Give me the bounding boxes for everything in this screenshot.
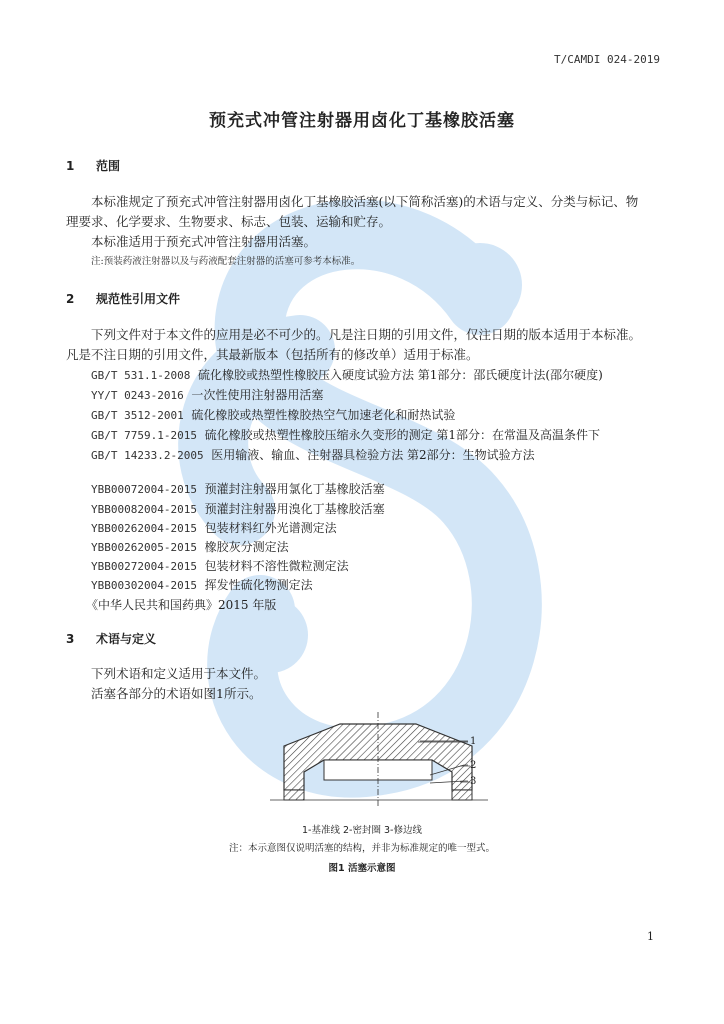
section-3-heading	[66, 630, 156, 647]
reference-item	[91, 406, 455, 423]
reference-item	[91, 557, 349, 574]
paragraph: 本标准适用于预充式冲管注射器用活塞。	[91, 234, 317, 249]
note: 注:预装药液注射器以及与药液配套注射器的活塞可参考本标准。	[91, 256, 361, 267]
figure-label-1: 1	[470, 736, 477, 747]
reference-code: GB/T 3512-2001	[91, 409, 184, 422]
reference-title: 包装材料红外光谱测定法	[204, 521, 337, 535]
paragraph: 本标准规定了预充式冲管注射器用卤化丁基橡胶活塞(以下简称活塞)的术语与定义、分类与标记、物	[91, 194, 639, 209]
paragraph: 活塞各部分的术语如图1所示。	[91, 686, 262, 701]
figure-label-2: 2	[470, 760, 477, 771]
section-number: 1	[66, 159, 75, 173]
document-title: 预充式冲管注射器用卤化丁基橡胶活塞	[209, 111, 515, 131]
reference-code: YY/T 0243-2016	[91, 389, 184, 402]
reference-code: YBB00262005-2015	[91, 541, 197, 554]
reference-code: YBB00072004-2015	[91, 483, 197, 496]
section-2-heading	[66, 290, 180, 307]
section-number: 2	[66, 292, 75, 306]
reference-title: 预灌封注射器用氯化丁基橡胶活塞	[204, 482, 385, 496]
reference-code: YBB00262004-2015	[91, 522, 197, 535]
reference-item	[91, 519, 337, 536]
reference-code: YBB00082004-2015	[91, 503, 197, 516]
leader-lines	[420, 735, 470, 785]
reference-code: YBB00302004-2015	[91, 579, 197, 592]
reference-title: 硫化橡胶或热塑性橡胶压入硬度试验方法 第1部分：邵氏硬度计法(邵尔硬度)	[197, 368, 603, 382]
paragraph: 下列文件对于本文件的应用是必不可少的。凡是注日期的引用文件，仅注日期的版本适用于本标准。	[91, 327, 642, 342]
reference-item	[91, 446, 535, 463]
page-number: 1	[647, 930, 654, 943]
reference-code: GB/T 531.1-2008	[91, 369, 191, 382]
reference-title: 包装材料不溶性微粒测定法	[204, 559, 349, 573]
figure-caption: 图1 活塞示意图	[328, 863, 396, 874]
paragraph: 理要求、化学要求、生物要求、标志、包装、运输和贮存。	[66, 214, 392, 229]
reference-item	[91, 576, 313, 593]
reference-item	[91, 426, 600, 443]
reference-code: YBB00272004-2015	[91, 560, 197, 573]
reference-title: 医用输液、输血、注射器具检验方法 第2部分：生物试验方法	[211, 448, 535, 462]
figure-label-3: 3	[470, 776, 477, 787]
paragraph: 下列术语和定义适用于本文件。	[91, 666, 267, 681]
reference-item	[91, 480, 385, 497]
reference-title: 一次性使用注射器用活塞	[191, 388, 324, 402]
figure-legend: 1-基准线 2-密封圈 3-修边线	[302, 825, 422, 836]
reference-item	[91, 500, 385, 517]
figure-note: 注：本示意图仅说明活塞的结构，并非为标准规定的唯一型式。	[228, 843, 495, 854]
reference-title: 预灌封注射器用溴化丁基橡胶活塞	[204, 502, 385, 516]
section-title: 规范性引用文件	[96, 292, 181, 306]
section-number: 3	[66, 632, 75, 646]
reference-code: GB/T 7759.1-2015	[91, 429, 197, 442]
reference-item: 《中华人民共和国药典》2015 年版	[86, 598, 277, 612]
paragraph: 凡是不注日期的引用文件，其最新版本（包括所有的修改单）适用于标准。	[66, 347, 479, 362]
reference-item	[91, 386, 323, 403]
reference-title: 挥发性硫化物测定法	[204, 578, 313, 592]
reference-title: 硫化橡胶或热塑性橡胶热空气加速老化和耐热试验	[191, 408, 456, 422]
reference-item	[91, 538, 289, 555]
reference-title: 硫化橡胶或热塑性橡胶压缩永久变形的测定 第1部分：在常温及高温条件下	[204, 428, 601, 442]
reference-item	[91, 366, 603, 383]
section-title: 术语与定义	[96, 632, 157, 646]
standard-number: T/CAMDI 024-2019	[554, 53, 660, 66]
section-1-heading	[66, 157, 120, 174]
reference-code: GB/T 14233.2-2005	[91, 449, 204, 462]
section-title: 范围	[96, 159, 121, 173]
reference-title: 橡胶灰分测定法	[204, 540, 289, 554]
